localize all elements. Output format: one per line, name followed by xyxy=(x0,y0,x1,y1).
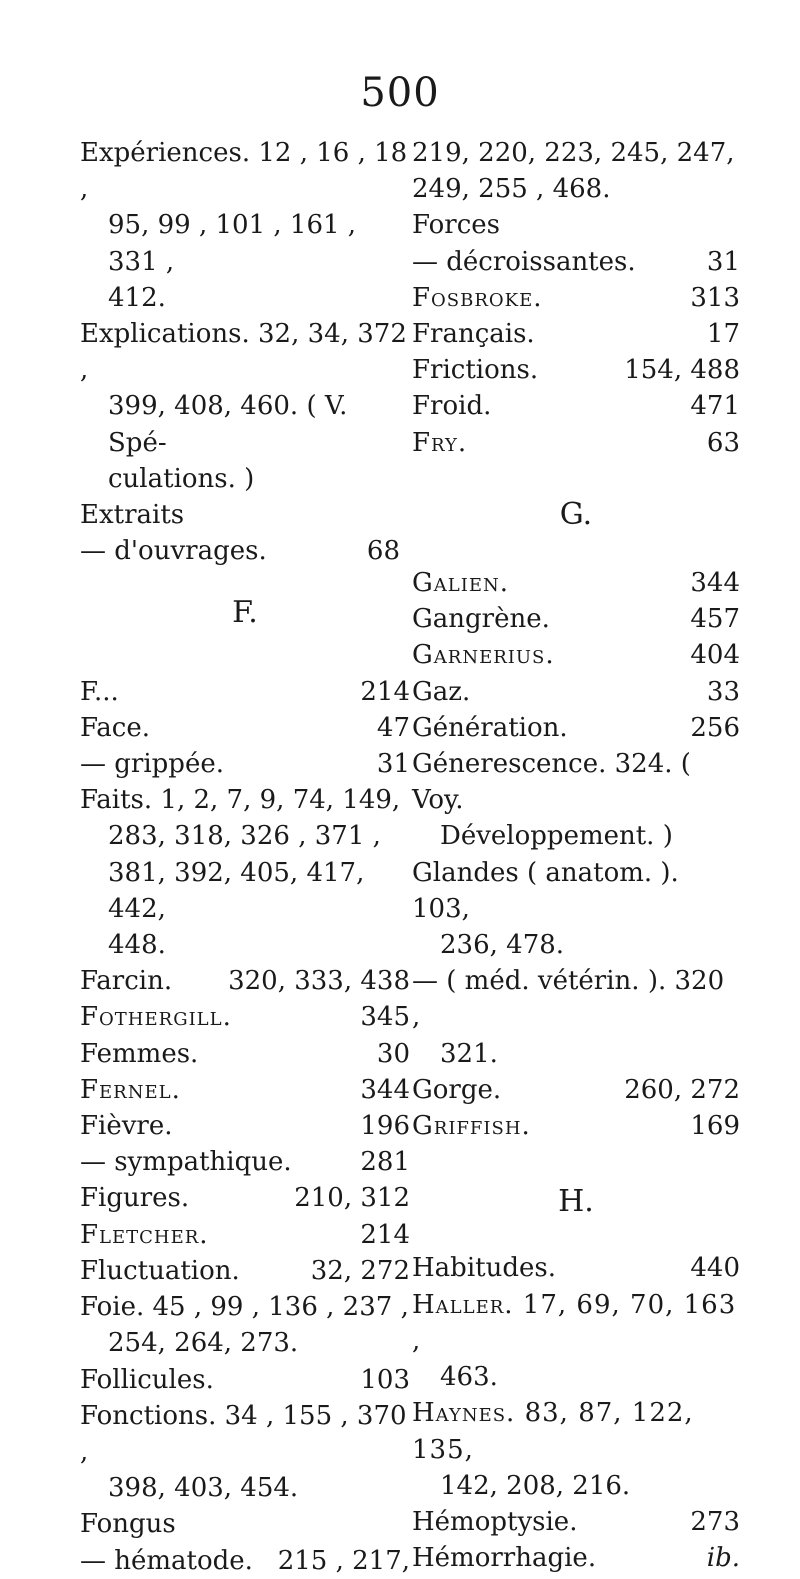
entry-pages: 196 xyxy=(360,1111,410,1142)
entry-term: Femmes. xyxy=(80,1038,199,1069)
entry-pages: 471 xyxy=(690,391,740,422)
entry-pages: 214 xyxy=(360,676,410,707)
entry-term: Fluctuation. xyxy=(80,1255,240,1286)
entry-line: Haynes. 83, 87, 122, 135, xyxy=(412,1398,694,1465)
index-entry xyxy=(80,1036,410,1072)
entry-line: 236, 478. xyxy=(440,930,565,961)
entry-term: Figures. xyxy=(80,1183,190,1214)
entry-term: Gorge. xyxy=(412,1074,502,1105)
entry-pages: 31 xyxy=(706,246,740,277)
entry-line: Glandes ( anatom. ). 103, xyxy=(412,857,679,924)
entry-term: Fry. xyxy=(412,427,468,458)
entry-pages: 440 xyxy=(690,1253,740,1284)
entry-line: 283, 318, 326 , 371 , xyxy=(108,821,381,852)
entry-line: Haller. 17, 69, 70, 163 , xyxy=(412,1289,737,1356)
entry-term: — hématode. xyxy=(80,1545,253,1576)
entry-pages: 214 xyxy=(360,1219,410,1250)
entry-pages: 273 xyxy=(690,1506,740,1537)
section-letter-h: H. xyxy=(558,1184,594,1220)
entry-line: 412. xyxy=(108,282,166,313)
entry-line: 381, 392, 405, 417, 442, xyxy=(108,857,365,924)
index-entry xyxy=(80,746,410,782)
entry-line: Génerescence. 324. ( Voy. xyxy=(412,749,691,816)
entry-line: — ( méd. vétérin. ). 320 , xyxy=(412,966,725,1033)
entry-line: 142, 208, 216. xyxy=(440,1470,631,1501)
entry-term: Fièvre. xyxy=(80,1111,173,1142)
left-column xyxy=(80,135,410,1579)
entry-line: Fonctions. 34 , 155 , 370 , xyxy=(80,1400,407,1467)
entry-term: Frictions. xyxy=(412,355,539,386)
entry-pages: 32, 272 xyxy=(310,1255,410,1286)
index-entry xyxy=(412,1250,740,1286)
entry-pages: 260, 272 xyxy=(624,1074,740,1105)
index-entry-haynes xyxy=(412,1395,740,1504)
index-entry xyxy=(412,710,740,746)
entry-pages: 313 xyxy=(690,282,740,313)
index-entry xyxy=(80,1543,410,1579)
index-entry xyxy=(80,710,410,746)
index-entry-extraits: Extraits xyxy=(80,500,185,531)
index-entry xyxy=(80,1253,410,1289)
entry-pages: 320, 333, 438 xyxy=(228,966,410,997)
entry-term: — sympathique. xyxy=(80,1147,292,1178)
entry-line: 321. xyxy=(440,1038,498,1069)
index-entry xyxy=(412,244,740,280)
entry-pages: 154, 488 xyxy=(624,355,740,386)
entry-term: — grippée. xyxy=(80,749,224,780)
index-entry xyxy=(80,963,410,999)
index-entry-generescence xyxy=(412,746,740,855)
index-entry-forces: Forces xyxy=(412,210,500,241)
page-number: 500 xyxy=(360,70,440,116)
index-entry xyxy=(80,1217,410,1253)
index-entry xyxy=(412,316,740,352)
entry-pages: 256 xyxy=(690,712,740,743)
index-entry xyxy=(80,1180,410,1216)
entry-line: Foie. 45 , 99 , 136 , 237 , xyxy=(80,1292,409,1323)
entry-pages: 457 xyxy=(690,604,740,635)
entry-term: F... xyxy=(80,676,119,707)
index-entry-fonctions xyxy=(80,1398,410,1507)
entry-pages: 31 xyxy=(376,749,410,780)
entry-term: Gangrène. xyxy=(412,604,550,635)
index-entry xyxy=(80,1072,410,1108)
entry-pages: 103 xyxy=(360,1364,410,1395)
right-column xyxy=(412,135,740,1576)
index-entry-explications xyxy=(80,316,410,497)
entry-term: Français. xyxy=(412,319,535,350)
entry-line: 463. xyxy=(440,1362,498,1393)
entry-term: Fletcher. xyxy=(80,1219,209,1250)
entry-term: Face. xyxy=(80,712,150,743)
index-entry-experiences xyxy=(80,135,410,316)
entry-line: 254, 264, 273. xyxy=(108,1328,299,1359)
index-entry-med-veterin xyxy=(412,963,740,1072)
entry-line: Faits. 1, 2, 7, 9, 74, 149, xyxy=(80,785,401,816)
index-entry xyxy=(412,674,740,710)
entry-term: — d'ouvrages. xyxy=(80,536,267,567)
index-entry xyxy=(412,280,740,316)
entry-term: Habitudes. xyxy=(412,1253,556,1284)
index-entry xyxy=(412,425,740,461)
index-entry xyxy=(412,352,740,388)
continuation-line: 219, 220, 223, 245, 247, xyxy=(412,138,735,168)
entry-line: Expériences. 12 , 16 , 18 , xyxy=(80,138,408,205)
entry-pages: 281 xyxy=(360,1147,410,1178)
entry-pages: 30 xyxy=(376,1038,410,1069)
entry-pages: 47 xyxy=(376,712,410,743)
entry-term: Gaz. xyxy=(412,676,471,707)
index-entry xyxy=(80,1108,410,1144)
entry-line: 398, 403, 454. xyxy=(108,1473,299,1504)
index-entry xyxy=(412,1540,740,1576)
entry-term: Fothergill. xyxy=(80,1002,232,1033)
entry-term: Fernel. xyxy=(80,1074,181,1105)
entry-pages: 215 , 217, xyxy=(277,1545,410,1576)
entry-term: — décroissantes. xyxy=(412,246,636,277)
entry-pages: 63 xyxy=(706,427,740,458)
entry-pages: 33 xyxy=(706,676,740,707)
entry-term: Froid. xyxy=(412,391,492,422)
entry-term: Fosbroke. xyxy=(412,282,543,313)
index-entry xyxy=(412,565,740,601)
index-entry-fongus: Fongus xyxy=(80,1509,176,1540)
entry-pages: 344 xyxy=(690,568,740,599)
index-entry-glandes xyxy=(412,855,740,964)
index-entry xyxy=(80,1362,410,1398)
entry-pages: ib. xyxy=(706,1543,740,1574)
index-entry xyxy=(80,674,410,710)
section-letter-g: G. xyxy=(559,496,593,532)
entry-term: Garnerius. xyxy=(412,640,555,671)
entry-pages: 210, 312 xyxy=(294,1183,410,1214)
entry-term: Griffish. xyxy=(412,1111,531,1142)
entry-pages: 344 xyxy=(360,1074,410,1105)
entry-term: Hémoptysie. xyxy=(412,1506,578,1537)
index-entry xyxy=(412,637,740,673)
entry-line: Explications. 32, 34, 372 , xyxy=(80,319,407,386)
index-entry-foie xyxy=(80,1289,410,1361)
entry-line: Développement. ) xyxy=(440,821,673,852)
index-entry xyxy=(80,533,410,569)
index-entry xyxy=(412,1072,740,1108)
entry-pages: 68 xyxy=(366,536,400,567)
entry-term: Génération. xyxy=(412,712,568,743)
entry-line: 399, 408, 460. ( V. Spé- xyxy=(108,391,348,458)
index-entry xyxy=(80,1144,410,1180)
index-entry xyxy=(80,999,410,1035)
index-entry-haller xyxy=(412,1287,740,1396)
entry-term: Hémorrhagie. xyxy=(412,1543,597,1574)
continuation-line: 249, 255 , 468. xyxy=(412,174,611,205)
index-entry xyxy=(412,601,740,637)
entry-line: culations. ) xyxy=(108,463,255,494)
entry-term: Galien. xyxy=(412,568,509,599)
entry-pages: 17 xyxy=(706,319,740,350)
entry-term: Follicules. xyxy=(80,1364,214,1395)
entry-line: 95, 99 , 101 , 161 , 331 , xyxy=(108,210,357,277)
index-entry xyxy=(412,388,740,424)
index-entry xyxy=(412,1108,740,1144)
entry-pages: 404 xyxy=(690,640,740,671)
entry-pages: 345 xyxy=(360,1002,410,1033)
entry-line: 448. xyxy=(108,930,166,961)
index-entry-faits xyxy=(80,782,410,963)
section-letter-f: F. xyxy=(232,595,258,631)
entry-term: Farcin. xyxy=(80,966,173,997)
entry-pages: 169 xyxy=(690,1111,740,1142)
index-entry xyxy=(412,1504,740,1540)
